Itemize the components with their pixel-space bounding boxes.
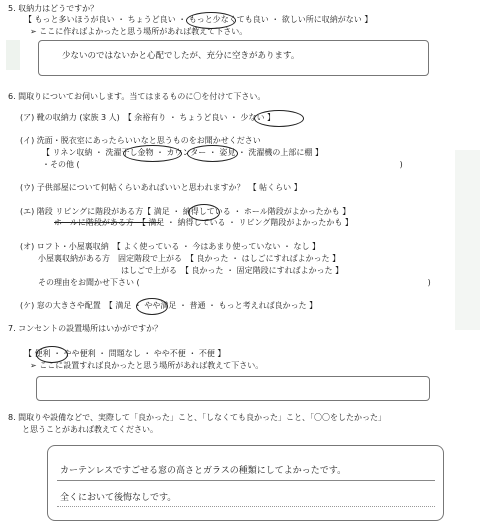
q8-answer-line-2: 全くにおいて後悔なしです。 xyxy=(60,493,177,503)
q5-answer: 少ないのではないかと心配でしたが、充分に空きがあります。 xyxy=(62,51,300,61)
q6-o2: 小屋裏収納がある方 固定階段で上がる 【 良かった ・ はしごにすればよかった 】 xyxy=(38,254,341,263)
ruled-line xyxy=(57,506,435,507)
q6-i-options: 【 リネン収納 ・ 洗濯干し金物 ・ カウンター ・ 姿見 ・ 洗濯機の上部に棚 】 xyxy=(42,148,323,157)
q6-i-label: (イ) 洗面・脱衣室にあったらいいなと思うものをお聞かせください xyxy=(20,136,261,145)
q6-u: (ウ) 子供部屋について何帖くらいあればいいと思われますか？ 【 帖くらい 】 xyxy=(20,183,302,192)
q6-title: 6. 間取りについてお伺いします。当てはまるものに〇を付けて下さい。 xyxy=(8,92,266,101)
q6-o3: はしごで上がる 【 良かった ・ 固定階段にすればよかった 】 xyxy=(121,266,344,275)
q6-o4-label: その理由をお聞かせ下さい ( xyxy=(38,278,140,287)
q6-ke: (ケ) 窓の大きさや配置 【 満足 ・ やや満足 ・ 普通 ・ もっと考えれば良かった 】 xyxy=(20,301,318,310)
q8-title: 8. 間取りや設備などで、実際して「良かった」こと、「しなくても良かった」こと、「〇〇をしたかった」 xyxy=(8,413,387,422)
q6-i-other xyxy=(42,160,403,170)
q7-options: 【 便利 ・ やや便利 ・ 問題なし ・ やや不便 ・ 不便 】 xyxy=(24,349,226,358)
q6-i-other-label: ・その他 ( xyxy=(42,160,80,169)
scan-artifact xyxy=(455,150,480,330)
scan-artifact xyxy=(6,40,20,70)
q7-title: 7. コンセントの設置場所はいかがですか？ xyxy=(8,324,163,333)
answer-circle xyxy=(254,110,304,127)
ruled-line xyxy=(57,480,435,481)
q7-sub: ➢ ここに設置すれば良かったと思う場所があれば教えて下さい。 xyxy=(30,361,264,370)
q5-sub: ➢ ここに作ればよかったと思う場所があれば教えて下さい。 xyxy=(30,27,248,36)
q6-i-other-close: ) xyxy=(399,160,403,169)
q5-options: 【 もっと多いほうが良い ・ ちょうど良い ・ もっと少なくても良い ・ 欲しい所に収納がない 】 xyxy=(24,15,373,24)
q7-answer-box[interactable] xyxy=(36,376,430,401)
q8-title-2: と思うことがあれば教えてください。 xyxy=(22,425,158,434)
q8-answer-box[interactable] xyxy=(47,445,444,521)
q6-e1: (エ) 階段 リビングに階段がある方【 満足 ・ 納得している ・ ホール階段がよかったかも 】 xyxy=(20,207,351,216)
q6-o4-close: ) xyxy=(427,278,431,287)
q6-o1: (オ) ロフト・小屋裏収納 【 よく使っている ・ 今はあまり使っていない ・ なし 】 xyxy=(20,242,321,251)
q5-title: 5. 収納力はどうですか？ xyxy=(8,4,99,13)
q6-a: (ア) 靴の収納力 (家族 3 人) 【 余裕有り ・ ちょうど良い ・ 少ない 】 xyxy=(20,113,276,122)
answer-circle xyxy=(136,298,168,315)
q8-answer-line-1: カーテンレスですごせる窓の高さとガラスの種類にしてよかったです。 xyxy=(60,466,347,476)
q6-o4 xyxy=(38,278,431,288)
q6-e2: ホールに階段がある方 【 満足 ・ 納得している ・ リビング階段がよかったかも 】 xyxy=(54,218,353,227)
strike-line xyxy=(54,222,160,223)
